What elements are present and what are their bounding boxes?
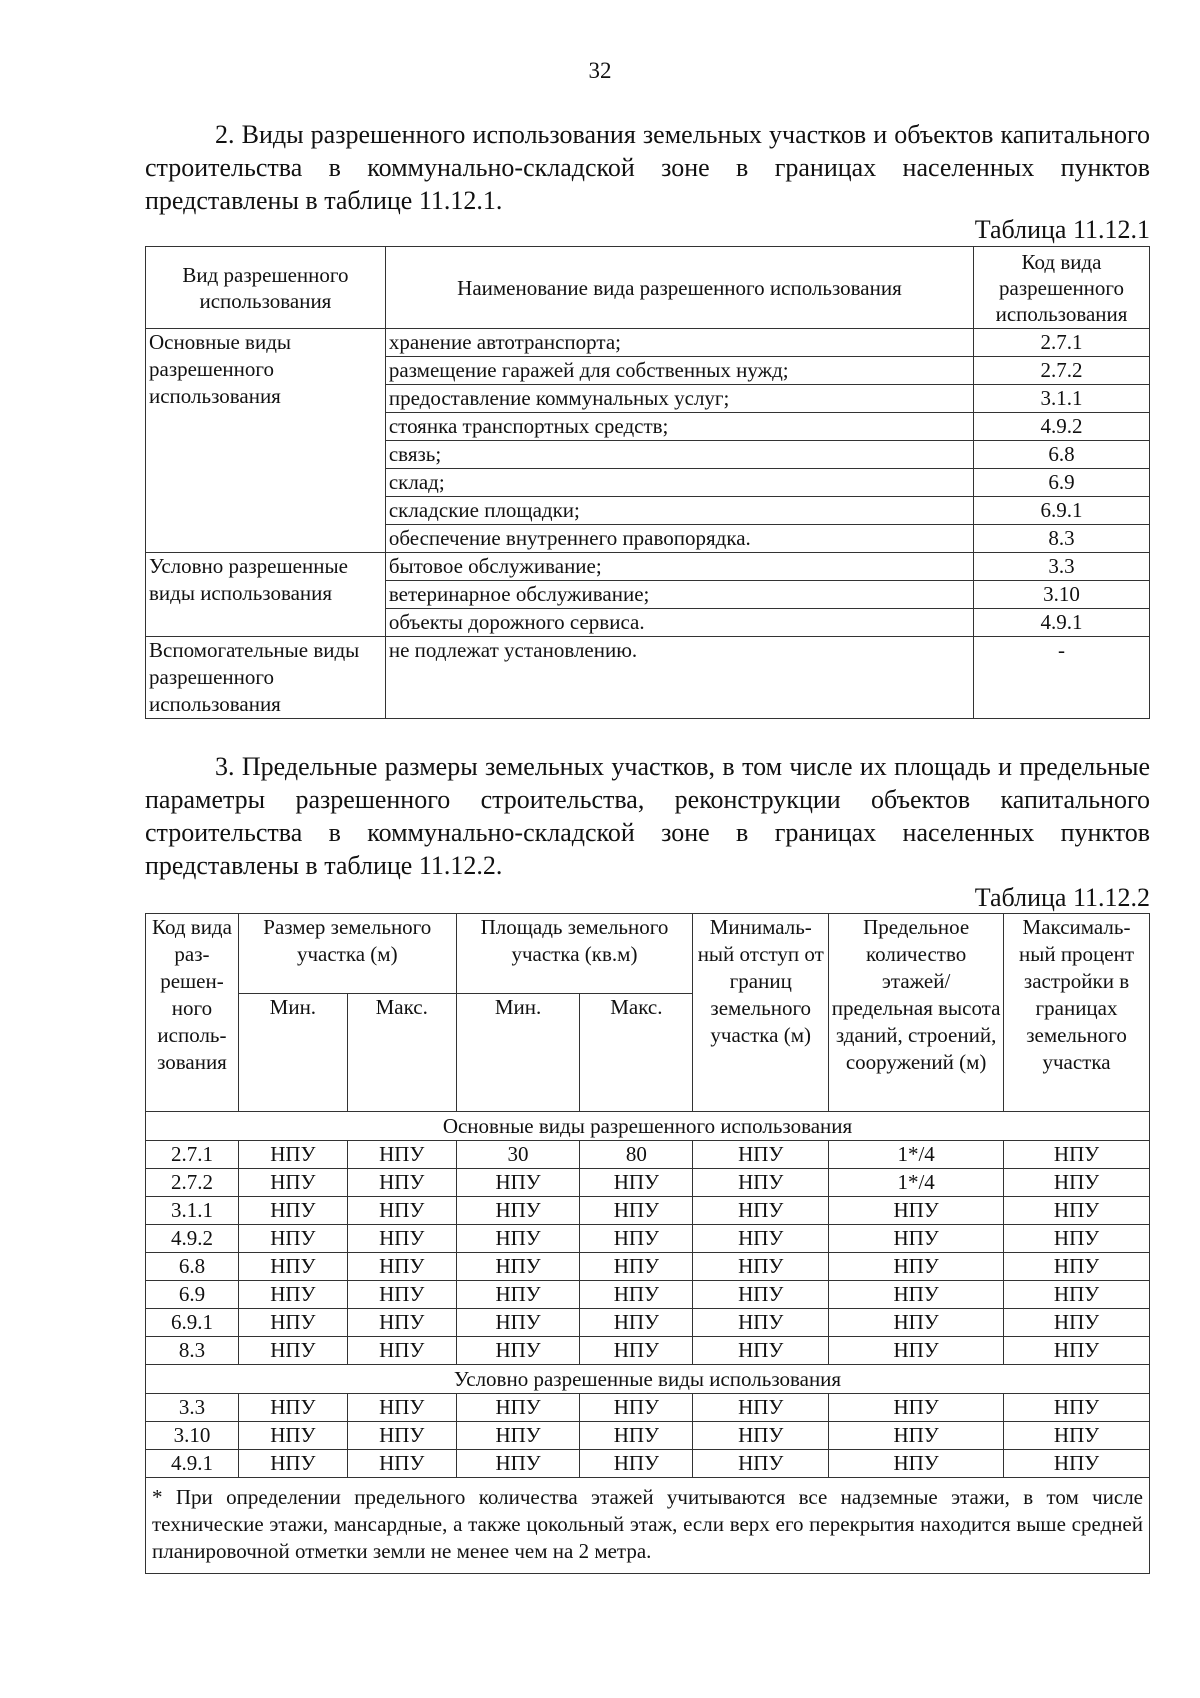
table-2-value-cell: НПУ	[829, 1197, 1004, 1225]
table-2-header-row-1	[146, 914, 1150, 994]
table-2-row	[146, 1281, 1150, 1309]
table-2-header-size: Размер земельного участка (м)	[238, 914, 456, 994]
table-1-use-name: предоставление коммунальных услуг;	[385, 385, 973, 413]
table-2-header-setback: Минималь-ный отступ от границ земельного участка (м)	[693, 914, 829, 1112]
table-2-row	[146, 1169, 1150, 1197]
table-1-use-code: 3.1.1	[974, 385, 1150, 413]
table-2-value-cell: НПУ	[693, 1394, 829, 1422]
table-2-group-label: Основные виды разрешенного использования	[146, 1112, 1150, 1141]
table-2-value-cell: НПУ	[1004, 1394, 1150, 1422]
table-2-value-cell: НПУ	[693, 1337, 829, 1365]
table-2-value-cell: НПУ	[238, 1281, 347, 1309]
table-1-use-code: 4.9.1	[974, 609, 1150, 637]
table-2-header-area-min: Мин.	[456, 994, 580, 1112]
table-1-use-name: связь;	[385, 441, 973, 469]
table-2-value-cell: НПУ	[456, 1309, 580, 1337]
table-2-header-floors: Предельное количество этажей/ предельная высота зданий, строений, сооружений (м)	[829, 914, 1004, 1112]
table-2-value-cell: НПУ	[347, 1253, 456, 1281]
table-2-caption: Таблица 11.12.2	[974, 883, 1150, 912]
table-2-value-cell: НПУ	[238, 1337, 347, 1365]
table-1-use-name: ветеринарное обслуживание;	[385, 581, 973, 609]
table-2-value-cell: НПУ	[347, 1394, 456, 1422]
table-1-use-name: склад;	[385, 469, 973, 497]
paragraph-3	[145, 750, 1150, 882]
table-2-value-cell: НПУ	[347, 1422, 456, 1450]
table-1-body	[146, 247, 1150, 719]
table-2-value-cell: НПУ	[347, 1141, 456, 1169]
table-2-value-cell: НПУ	[1004, 1253, 1150, 1281]
table-2-value-cell: НПУ	[1004, 1169, 1150, 1197]
table-1-use-code: 8.3	[974, 525, 1150, 553]
table-1-use-name: бытовое обслуживание;	[385, 553, 973, 581]
table-2-value-cell: НПУ	[829, 1253, 1004, 1281]
table-2-value-cell: НПУ	[347, 1281, 456, 1309]
table-2-header-code: Код вида раз-решен-ного исполь-зования	[146, 914, 239, 1112]
table-2-value-cell: НПУ	[347, 1197, 456, 1225]
table-1-group-label: Основные виды разрешенного использования	[146, 329, 386, 553]
table-2-row	[146, 1197, 1150, 1225]
table-1-group-label: Условно разрешенные виды использования	[146, 553, 386, 637]
table-2-value-cell: НПУ	[829, 1281, 1004, 1309]
table-2-value-cell: НПУ	[580, 1337, 693, 1365]
table-1-row	[146, 553, 1150, 581]
table-2-code-cell: 2.7.1	[146, 1141, 239, 1169]
table-1-use-code: 6.8	[974, 441, 1150, 469]
table-1-use-code: 6.9.1	[974, 497, 1150, 525]
table-2-row	[146, 1337, 1150, 1365]
table-2-code-cell: 2.7.2	[146, 1169, 239, 1197]
table-2-value-cell: НПУ	[1004, 1197, 1150, 1225]
table-2-value-cell: НПУ	[456, 1253, 580, 1281]
table-1-group-label: Вспомогательные виды разрешенного использования	[146, 637, 386, 719]
table-2-group-row	[146, 1112, 1150, 1141]
table-2-row	[146, 1141, 1150, 1169]
table-1-use-code: -	[974, 637, 1150, 719]
table-2-code-cell: 3.1.1	[146, 1197, 239, 1225]
table-2-value-cell: НПУ	[1004, 1422, 1150, 1450]
table-1-use-name: обеспечение внутреннего правопорядка.	[385, 525, 973, 553]
table-2-value-cell: 1*/4	[829, 1141, 1004, 1169]
table-2-value-cell: НПУ	[238, 1394, 347, 1422]
table-2-value-cell: НПУ	[1004, 1309, 1150, 1337]
table-2-row	[146, 1394, 1150, 1422]
table-2-code-cell: 6.9.1	[146, 1309, 239, 1337]
table-2-value-cell: НПУ	[693, 1450, 829, 1478]
table-2-value-cell: НПУ	[456, 1422, 580, 1450]
table-2-row	[146, 1422, 1150, 1450]
table-1	[145, 246, 1150, 719]
table-2-value-cell: НПУ	[238, 1197, 347, 1225]
table-2-value-cell: НПУ	[1004, 1141, 1150, 1169]
paragraph-2-text: 2. Виды разрешенного использования земельных участков и объектов капитального строительства в коммунально-складской зоне в границах населенных пунктов представлены в таблице 11.12.1.	[145, 120, 1150, 215]
table-2	[145, 913, 1150, 1574]
paragraph-2	[145, 118, 1150, 217]
table-2-value-cell: НПУ	[693, 1225, 829, 1253]
table-2-value-cell: НПУ	[580, 1197, 693, 1225]
table-1-use-code: 2.7.1	[974, 329, 1150, 357]
table-1-use-code: 6.9	[974, 469, 1150, 497]
table-2-value-cell: НПУ	[580, 1281, 693, 1309]
table-2-value-cell: НПУ	[829, 1450, 1004, 1478]
table-1-use-name: хранение автотранспорта;	[385, 329, 973, 357]
table-2-value-cell: НПУ	[829, 1422, 1004, 1450]
table-2-value-cell: НПУ	[693, 1169, 829, 1197]
table-2-value-cell: НПУ	[693, 1422, 829, 1450]
table-1-header-type: Вид разрешенного использования	[146, 247, 386, 329]
table-2-group-row	[146, 1365, 1150, 1394]
table-2-value-cell: 30	[456, 1141, 580, 1169]
table-2-value-cell: НПУ	[456, 1169, 580, 1197]
table-2-code-cell: 6.8	[146, 1253, 239, 1281]
table-2-value-cell: НПУ	[1004, 1225, 1150, 1253]
table-2-value-cell: НПУ	[580, 1169, 693, 1197]
table-1-header-code: Код вида разрешенного использования	[974, 247, 1150, 329]
table-1-use-code: 3.3	[974, 553, 1150, 581]
table-2-code-cell: 8.3	[146, 1337, 239, 1365]
table-1-use-name: стоянка транспортных средств;	[385, 413, 973, 441]
table-2-value-cell: НПУ	[238, 1253, 347, 1281]
table-2-value-cell: НПУ	[693, 1281, 829, 1309]
table-2-value-cell: НПУ	[580, 1253, 693, 1281]
table-2-value-cell: НПУ	[580, 1309, 693, 1337]
table-2-code-cell: 4.9.1	[146, 1450, 239, 1478]
table-2-header-size-min: Мин.	[238, 994, 347, 1112]
table-2-value-cell: НПУ	[238, 1309, 347, 1337]
table-2-row	[146, 1225, 1150, 1253]
table-2-value-cell: НПУ	[456, 1394, 580, 1422]
table-2-value-cell: НПУ	[693, 1253, 829, 1281]
table-2-value-cell: НПУ	[238, 1225, 347, 1253]
table-1-use-code: 2.7.2	[974, 357, 1150, 385]
table-1-use-code: 4.9.2	[974, 413, 1150, 441]
table-1-header-row	[146, 247, 1150, 329]
table-2-code-cell: 6.9	[146, 1281, 239, 1309]
table-1-row	[146, 329, 1150, 357]
table-2-value-cell: НПУ	[829, 1394, 1004, 1422]
table-1-use-name: размещение гаражей для собственных нужд;	[385, 357, 973, 385]
table-2-value-cell: НПУ	[456, 1197, 580, 1225]
table-2-value-cell: НПУ	[347, 1309, 456, 1337]
table-2-value-cell: НПУ	[347, 1450, 456, 1478]
table-2-header-size-max: Макс.	[347, 994, 456, 1112]
table-2-value-cell: НПУ	[1004, 1337, 1150, 1365]
table-1-header-name: Наименование вида разрешенного использования	[385, 247, 973, 329]
table-2-value-cell: НПУ	[238, 1169, 347, 1197]
page-number: 32	[588, 58, 612, 83]
table-2-value-cell: НПУ	[1004, 1450, 1150, 1478]
table-2-group-label: Условно разрешенные виды использования	[146, 1365, 1150, 1394]
table-1-use-name: не подлежат установлению.	[385, 637, 973, 719]
table-2-value-cell: НПУ	[829, 1225, 1004, 1253]
table-2-header-percent: Максималь-ный процент застройки в границах земельного участка	[1004, 914, 1150, 1112]
table-2-code-cell: 3.10	[146, 1422, 239, 1450]
table-2-row	[146, 1309, 1150, 1337]
table-1-caption: Таблица 11.12.1	[974, 215, 1150, 244]
table-2-value-cell: НПУ	[580, 1394, 693, 1422]
table-2-value-cell: 80	[580, 1141, 693, 1169]
table-2-row	[146, 1450, 1150, 1478]
table-2-header-area-max: Макс.	[580, 994, 693, 1112]
table-2-value-cell: НПУ	[829, 1337, 1004, 1365]
table-2-value-cell: НПУ	[693, 1197, 829, 1225]
table-2-row	[146, 1253, 1150, 1281]
table-2-code-cell: 4.9.2	[146, 1225, 239, 1253]
table-2-value-cell: НПУ	[693, 1141, 829, 1169]
table-1-use-name: объекты дорожного сервиса.	[385, 609, 973, 637]
table-1-row	[146, 637, 1150, 719]
table-2-value-cell: НПУ	[693, 1309, 829, 1337]
table-2-value-cell: НПУ	[238, 1422, 347, 1450]
table-2-value-cell: НПУ	[456, 1225, 580, 1253]
table-2-footnote-row	[146, 1478, 1150, 1574]
table-1-use-name: складские площадки;	[385, 497, 973, 525]
table-2-value-cell: НПУ	[580, 1422, 693, 1450]
table-2-value-cell: НПУ	[347, 1337, 456, 1365]
table-2-value-cell: НПУ	[456, 1281, 580, 1309]
table-2-value-cell: НПУ	[347, 1225, 456, 1253]
table-2-value-cell: 1*/4	[829, 1169, 1004, 1197]
table-2-value-cell: НПУ	[1004, 1281, 1150, 1309]
paragraph-3-text: 3. Предельные размеры земельных участков, в том числе их площадь и предельные параметры разрешенного строительства, реконструкции объектов капитального строительства в коммунально-складской зоне в границах населенных пунктов представлены в таблице 11.12.2.	[145, 752, 1150, 880]
table-2-value-cell: НПУ	[829, 1309, 1004, 1337]
table-2-code-cell: 3.3	[146, 1394, 239, 1422]
table-2-value-cell: НПУ	[580, 1450, 693, 1478]
table-1-use-code: 3.10	[974, 581, 1150, 609]
table-2-value-cell: НПУ	[456, 1450, 580, 1478]
table-2-body	[146, 914, 1150, 1574]
table-2-header-area: Площадь земельного участка (кв.м)	[456, 914, 693, 994]
table-2-value-cell: НПУ	[580, 1225, 693, 1253]
table-2-value-cell: НПУ	[238, 1141, 347, 1169]
table-2-value-cell: НПУ	[347, 1169, 456, 1197]
table-2-value-cell: НПУ	[238, 1450, 347, 1478]
table-2-footnote: * При определении предельного количества этажей учитываются все надземные этажи, в том числе технические этажи, мансардные, а также цокольный этаж, если верх его перекрытия находится выше средней планировочной отметки земли не менее чем на 2 метра.	[146, 1478, 1150, 1574]
table-2-value-cell: НПУ	[456, 1337, 580, 1365]
